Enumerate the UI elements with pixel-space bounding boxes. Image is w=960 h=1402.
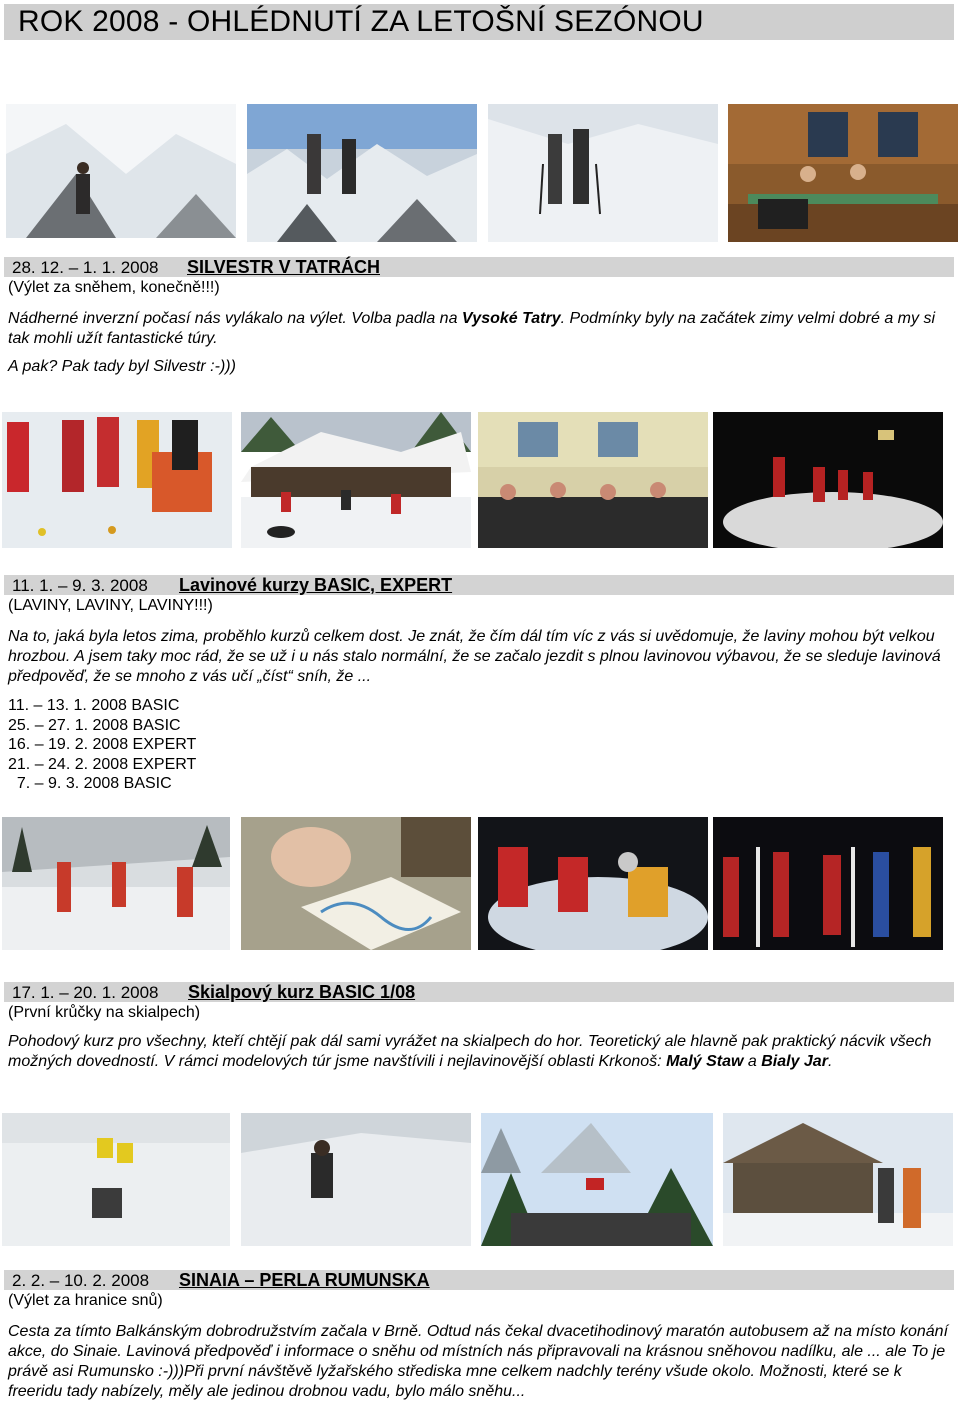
section-subtitle: (Výlet za sněhem, konečně!!!) [8, 279, 220, 296]
section-title: SINAIA – PERLA RUMUNSKA [179, 1270, 430, 1290]
section-header-silvestr [4, 257, 954, 277]
section-text: Pohodový kurz pro všechny, kteří chtějí pak dál sami vyrážet na skialpech do hor. Teoretický ale hlavně pak praktický nácvik všech možných dovedností. V rámci modelových túr jsme navštívili i nejlavinovější oblasti Krkonoš: Malý Staw a Bialy Jar. [8, 1033, 932, 1070]
highlight-maly-staw: Malý Staw [666, 1053, 744, 1070]
section-text: Na to, jaká byla letos zima, proběhlo kurzů celkem dost. Je znát, že čím dál tím víc z vás si uvědomuje, že laviny mohou být velkou hrozbou. A jsem taky moc rád, že se už i u nás stalo normální, že se začalo jezdit s plnou lavinovou výbavou, že se sleduje lavinová předpověď, že se mnoho z vás učí „číst“ sníh, že ... [8, 628, 941, 685]
photo-night-skiers [478, 817, 708, 950]
list-item: 21. – 24. 2. 2008 EXPERT [8, 755, 197, 773]
section-title: Lavinové kurzy BASIC, EXPERT [179, 575, 453, 595]
photo-avalanche-practice [2, 412, 232, 548]
list-item: 25. – 27. 1. 2008 BASIC [8, 716, 181, 734]
section-date: 17. 1. – 20. 1. 2008 [12, 983, 159, 1002]
section-header-lavinove-kurzy [4, 575, 954, 595]
section-date: 28. 12. – 1. 1. 2008 [12, 258, 159, 277]
photo-sinaia-hut [723, 1113, 953, 1246]
list-item: 11. – 13. 1. 2008 BASIC [8, 697, 180, 714]
highlight-vysoke-tatry: Vysoké Tatry [461, 310, 561, 327]
section-text: Nádherné inverzní počasí nás vylákalo na výlet. Volba padla na Vysoké Tatry. Podmínky byly na začátek zimy velmi dobré a my si tak mohli užít fantastické túry. [8, 310, 935, 347]
photo-map-reading [241, 817, 471, 950]
photo-tatry-summit [247, 104, 477, 242]
photo-silvestr-cabin [728, 104, 958, 242]
section-title: SILVESTR V TATRÁCH [187, 257, 380, 277]
title-bar [4, 4, 954, 40]
photo-sinaia-snowboarder [241, 1113, 471, 1246]
highlight-bialy-jar: Bialy Jar [761, 1053, 828, 1070]
section-subtitle: (První krůčky na skialpech) [8, 1004, 201, 1021]
section-title: Skialpový kurz BASIC 1/08 [188, 982, 416, 1002]
photo-lecture-room [478, 412, 708, 548]
photo-night-lineup [713, 817, 943, 950]
list-item: 7. – 9. 3. 2008 BASIC [8, 775, 172, 793]
section-date: 11. 1. – 9. 3. 2008 [12, 576, 148, 595]
photo-sinaia-cablecar [481, 1113, 713, 1246]
list-item: 16. – 19. 2. 2008 EXPERT [8, 736, 197, 754]
photo-tatry-hikers [488, 104, 718, 242]
section-subtitle: (Výlet za hranice snů) [8, 1292, 163, 1309]
section-header-skialpovy-kurz [4, 982, 954, 1002]
course-dates-list [8, 696, 196, 794]
photo-night-group [713, 412, 943, 548]
section-subtitle: (LAVINY, LAVINY, LAVINY!!!) [8, 597, 213, 614]
section-header-sinaia [4, 1270, 954, 1290]
page-title: ROK 2008 - OHLÉDNUTÍ ZA LETOŠNÍ SEZÓNOU [18, 5, 704, 38]
section-date: 2. 2. – 10. 2. 2008 [12, 1271, 150, 1290]
photo-tatry-ridge [6, 104, 236, 238]
section-text: Cesta za tímto Balkánským dobrodružstvím začala v Brně. Odtud nás čekal dvacetihodinový maratón autobusem až na místo konání akce, do Sinaie. Lavinová předpověď i informace o sněhu od místních nás připravovali na krásnou sněhovou nadílku, ale ... ale To je právě asi Rumunsko :-)))Při první návštěvě lyžařského střediska mne celkem nadchly terény všude okolo. Možnosti, které se k freeridu tady nabízely, měly ale jedinou drobnou vadu, bylo málo sněhu... [8, 1323, 949, 1400]
section-text-2: A pak? Pak tady byl Silvestr :-))) [8, 358, 236, 375]
photo-sinaia-signs [2, 1113, 230, 1246]
photo-mountain-chalet [241, 412, 471, 548]
photo-skialp-group [2, 817, 230, 950]
